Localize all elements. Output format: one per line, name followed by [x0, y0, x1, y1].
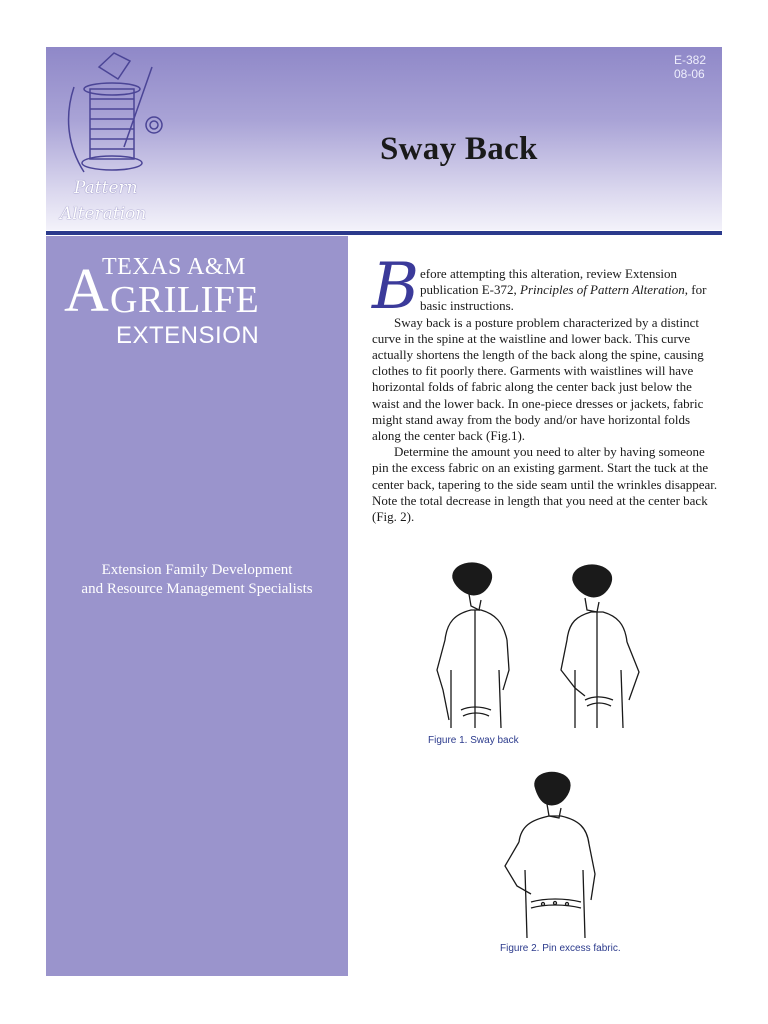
agency-line-3: EXTENSION	[116, 322, 260, 349]
sidebar-panel	[46, 236, 348, 976]
series-label	[60, 175, 160, 227]
paragraph-instructions: Determine the amount you need to alter by having someone pin the excess fabric on an existing garment. Start the tuck at the center back, tapering to the side seam until the wrinkles disappear. Note the total decrease in length that you need at the center back (Fig. 2).	[372, 444, 718, 525]
agency-line-2: GRILIFE	[110, 279, 260, 321]
series-label-line1: Pattern	[74, 178, 138, 198]
drop-cap: B	[372, 250, 420, 324]
publication-code	[674, 53, 706, 81]
header-divider	[46, 231, 722, 235]
specialists-line-2: and Resource Management Specialists	[81, 581, 313, 597]
header-banner	[46, 47, 722, 230]
intro-text-end: , for basic instructions.	[420, 282, 707, 314]
figure-1-illustration	[425, 560, 675, 735]
pub-code-date: 08-06	[673, 67, 705, 81]
figure-2-caption: Figure 2. Pin excess fabric.	[500, 943, 621, 954]
paragraph-intro	[372, 266, 722, 315]
figure-1-caption: Figure 1. Sway back	[428, 735, 519, 746]
publication-title: Principles of Pattern Alteration	[520, 282, 685, 298]
specialists-line-1: Extension Family Development	[101, 562, 293, 578]
thread-spool-logo	[54, 47, 174, 187]
pub-code-number: E-382	[673, 53, 706, 67]
page-title: Sway Back	[380, 131, 538, 167]
specialists-credit	[46, 561, 348, 599]
article-body	[372, 250, 722, 525]
paragraph-description: Sway back is a posture problem characterized by a distinct curve in the spine at the waistline and lower back. This curve actually shortens the length of the back along the spine, causing clothes to fit poorly there. Garments with waistlines will have horizontal folds of fabric along the center back just below the waist and the lower back. In one-piece dresses or jackets, fabric might stand away from the body and/or have horizontal folds along the center back (Fig.1).	[372, 314, 704, 444]
agency-line-1: TEXAS A&M	[102, 254, 246, 280]
agency-initial: A	[64, 257, 109, 325]
figure-2-illustration	[495, 770, 605, 940]
intro-text: efore attempting this alteration, review Extension publication E-372,	[420, 266, 678, 298]
series-label-line2: Alteration	[60, 204, 147, 224]
